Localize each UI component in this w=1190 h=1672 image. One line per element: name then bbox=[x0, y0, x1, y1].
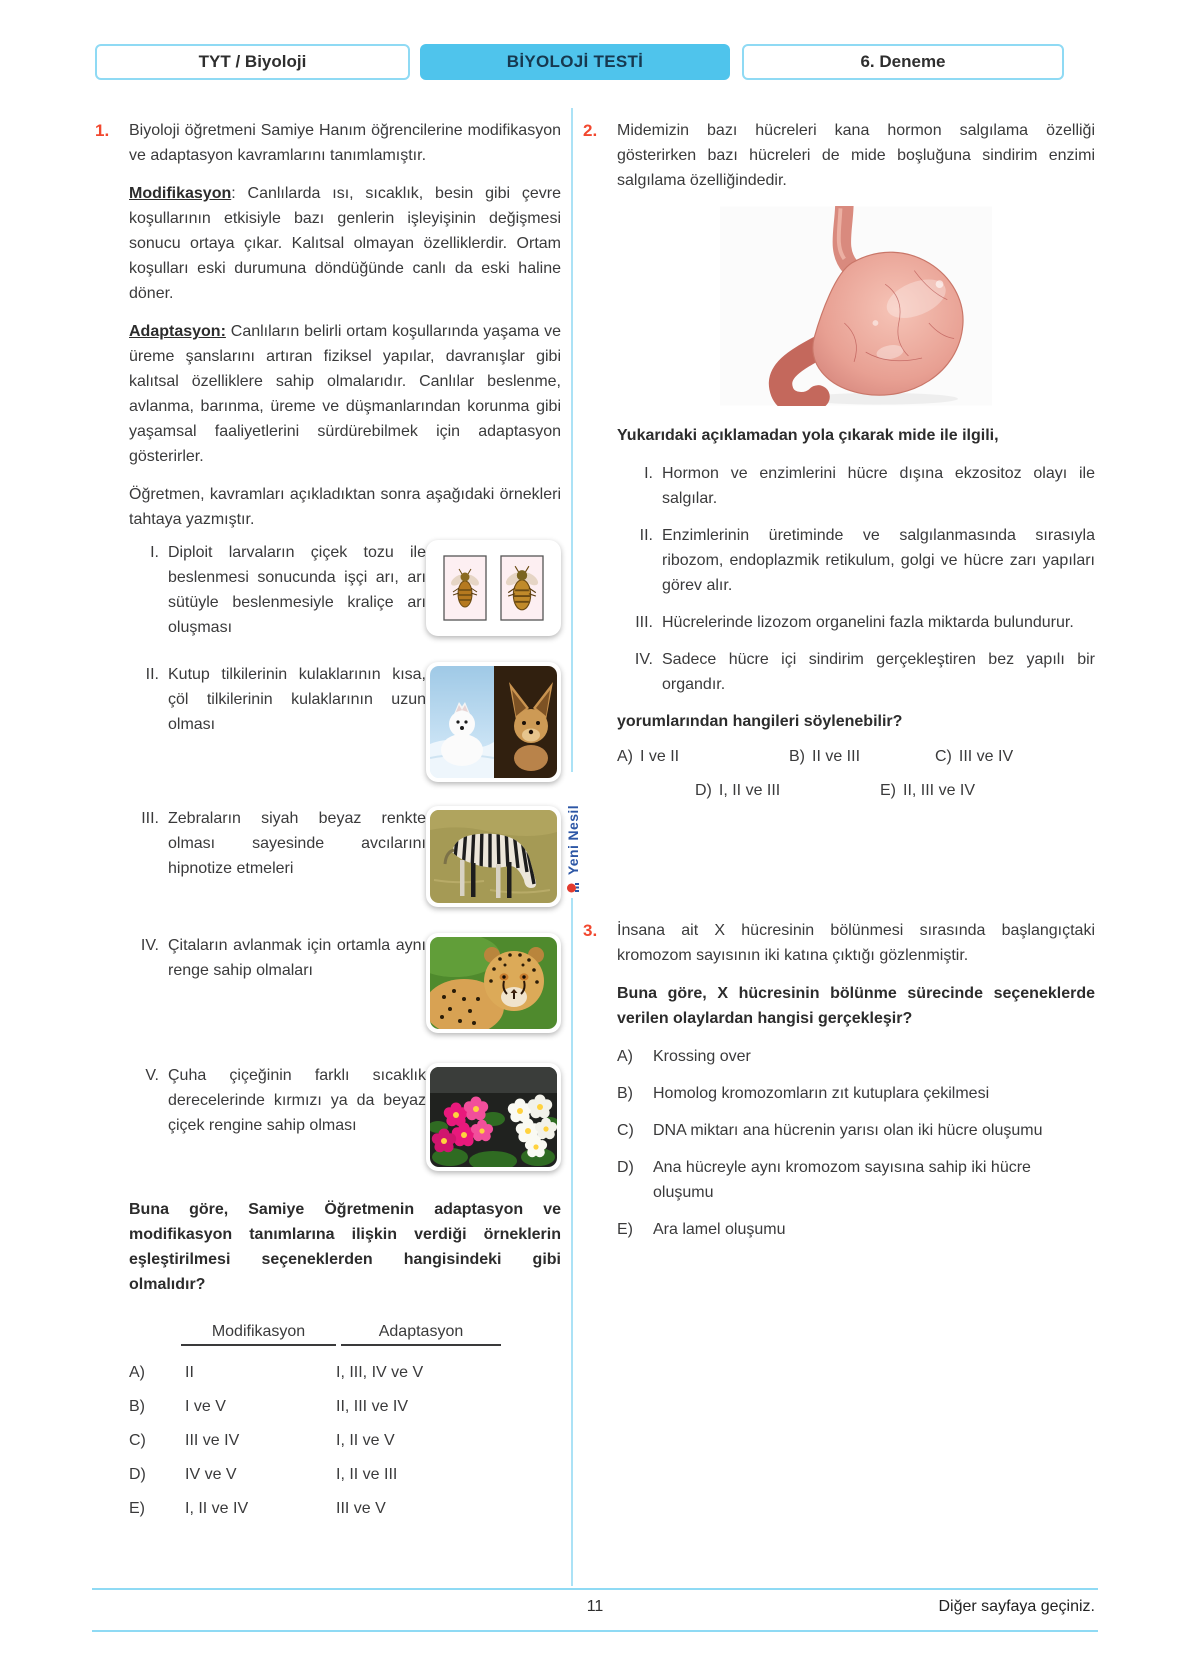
q1-option-b-key: B) bbox=[129, 1398, 145, 1415]
q1-option-b-modification: I ve V bbox=[185, 1398, 226, 1415]
question-1-number: 1. bbox=[95, 121, 110, 140]
arctic-and-desert-fox-photo bbox=[426, 662, 561, 782]
q1-item-2-text: Kutup tilkilerinin kulaklarının kısa, çöl tilkilerinin kulaklarının uzun olması bbox=[168, 666, 426, 733]
q1-option-a-adaptation: I, III, IV ve V bbox=[336, 1364, 424, 1381]
q1-option-row-c bbox=[129, 1424, 561, 1458]
footer-bottom-rule bbox=[92, 1630, 1098, 1632]
q2-statement-2-text: Enzimlerinin üretiminde ve salgılanmasında sırasıyla ribozom, endoplazmik retikulum, golgi ve hücre zarı yapıları görev alır. bbox=[662, 527, 1095, 594]
question-3-number: 3. bbox=[583, 921, 598, 940]
q1-option-a-modification: II bbox=[185, 1364, 194, 1381]
q1-option-c-modification: III ve IV bbox=[185, 1432, 240, 1449]
q2-option-d: D) I, II ve III bbox=[695, 782, 781, 799]
q1-item-5-numeral: V. bbox=[145, 1067, 159, 1084]
q1-option-row-b bbox=[129, 1390, 561, 1424]
q3-option-e-text: Ara lamel oluşumu bbox=[653, 1221, 786, 1238]
page-number: 11 bbox=[586, 1598, 604, 1615]
left-column bbox=[95, 118, 561, 1526]
stomach-3d-illustration bbox=[720, 206, 992, 411]
q1-item-4-text: Çitaların avlanmak için ortamla aynı renge sahip olmaları bbox=[168, 937, 426, 979]
q1-adaptation-text: Canlıların belirli ortam koşullarında yaşama ve üreme şanslarını artıran fiziksel yapılar, davranışlar gibi kalıtsal özelliklere sahip olmalarıdır. Canlılar beslenme, avlanma, barınma, üreme ve düşmanlarından korunma gibi yaşamsal faaliyetlerini sürdürebilmek için adaptasyon gösterirler. bbox=[129, 323, 561, 465]
q1-option-e-key: E) bbox=[129, 1500, 145, 1517]
q1-option-d-modification: IV ve V bbox=[185, 1466, 237, 1483]
q1-intro-text: Biyoloji öğretmeni Samiye Hanım öğrencilerine modifikasyon ve adaptasyon kavramlarını tanımlamıştır. bbox=[129, 122, 561, 164]
header-subject-box bbox=[95, 44, 410, 80]
q2-options-row-1 bbox=[617, 748, 1095, 766]
q1-option-d-key: D) bbox=[129, 1466, 146, 1483]
footer-top-rule bbox=[92, 1588, 1098, 1590]
q2-statement-4-numeral: IV. bbox=[634, 651, 653, 668]
q2-lead-text: Yukarıdaki açıklamadan yola çıkarak mide ile ilgili, bbox=[617, 427, 999, 444]
q2-statement-3 bbox=[617, 610, 1095, 635]
q1-option-row-e bbox=[129, 1492, 561, 1526]
q1-table-header-adaptation: Adaptasyon bbox=[341, 1323, 501, 1346]
q2-statement-2 bbox=[617, 523, 1095, 598]
zebra-photo bbox=[426, 806, 561, 907]
q1-example-item-5 bbox=[129, 1063, 561, 1171]
q1-example-item-4 bbox=[129, 933, 561, 1033]
q1-option-a-key: A) bbox=[129, 1364, 145, 1381]
column-divider-top bbox=[571, 108, 573, 772]
cheetah-photo bbox=[426, 933, 561, 1033]
q1-option-c-adaptation: I, II ve V bbox=[336, 1432, 395, 1449]
q1-modification-definition bbox=[129, 181, 561, 306]
q2-option-e: E) II, III ve IV bbox=[880, 782, 976, 799]
header-subject-label: TYT / Biyoloji bbox=[198, 52, 307, 71]
bees-illustration bbox=[426, 540, 561, 636]
q1-option-row-d bbox=[129, 1458, 561, 1492]
q3-option-c-key: C) bbox=[617, 1122, 634, 1139]
q2-statement-3-text: Hücrelerinde lizozom organelini fazla miktarda bulundurur. bbox=[662, 614, 1074, 631]
q2-statement-3-numeral: III. bbox=[635, 614, 653, 631]
q3-intro-text: İnsana ait X hücresinin bölünmesi sırasında başlangıçtaki kromozom sayısının iki katına çıktığı gözlenmiştir. bbox=[617, 922, 1095, 964]
q2-ask-text: yorumlarından hangileri söylenebilir? bbox=[617, 713, 903, 730]
q2-options-row-2 bbox=[617, 782, 1095, 800]
q1-outro-text: Öğretmen, kavramları açıkladıktan sonra aşağıdaki örnekleri tahtaya yazmıştır. bbox=[129, 486, 561, 528]
q3-option-d bbox=[617, 1155, 1095, 1205]
q3-option-d-key: D) bbox=[617, 1159, 634, 1176]
column-divider-bottom bbox=[571, 898, 573, 1586]
header-exam-number-box bbox=[742, 44, 1064, 80]
q3-option-a-text: Krossing over bbox=[653, 1048, 751, 1065]
question-1 bbox=[95, 118, 561, 1526]
q3-option-b-text: Homolog kromozomların zıt kutuplara çekilmesi bbox=[653, 1085, 990, 1102]
q1-example-item-2 bbox=[129, 662, 561, 782]
q1-item-3-numeral: III. bbox=[141, 810, 159, 827]
q1-option-row-a bbox=[129, 1356, 561, 1390]
q1-item-2-numeral: II. bbox=[145, 666, 159, 683]
q1-item-1-text: Diploit larvaların çiçek tozu ile beslenmesi sonucunda işçi arı, arı sütüyle beslenmesiyle kraliçe arı oluşması bbox=[168, 544, 426, 636]
question-2-number: 2. bbox=[583, 121, 598, 140]
q3-option-c-text: DNA miktarı ana hücrenin yarısı olan iki hücre oluşumu bbox=[653, 1122, 1043, 1139]
header-test-title-box bbox=[420, 44, 730, 80]
q2-statement-4 bbox=[617, 647, 1095, 697]
q1-option-c-key: C) bbox=[129, 1432, 146, 1449]
question-3 bbox=[583, 918, 1095, 1254]
q3-option-b-key: B) bbox=[617, 1085, 633, 1102]
q3-option-a-key: A) bbox=[617, 1048, 633, 1065]
q2-statement-2-numeral: II. bbox=[639, 527, 653, 544]
q2-statement-1-text: Hormon ve enzimlerini hücre dışına ekzositoz olayı ile salgılar. bbox=[662, 465, 1095, 507]
header-exam-number-label: 6. Deneme bbox=[860, 52, 946, 71]
q1-item-4-numeral: IV. bbox=[140, 937, 159, 954]
q3-option-e-key: E) bbox=[617, 1221, 633, 1238]
q1-stem-text: Buna göre, Samiye Öğretmenin adaptasyon ve modifikasyon tanımlarına ilişkin verdiği örneklerin eşleştirilmesi seçeneklerden hangisindeki gibi olmalıdır? bbox=[129, 1201, 561, 1293]
q1-item-3-text: Zebraların siyah beyaz renkte olması sayesinde avcılarını hipnotize etmeleri bbox=[168, 810, 426, 877]
yeni-nesil-logo-text: Yeni Nesil bbox=[565, 804, 581, 875]
q2-option-a: A) I ve II bbox=[617, 748, 680, 765]
q1-modification-text: : Canlılarda ısı, sıcaklık, besin gibi çevre koşullarının etkisiyle bazı genlerin işleyişinin değişmesi sonucu ortaya çıkar. Kalıtsal olmayan özelliklerdir. Ortam koşulları eski durumuna döndüğünde canlı da eski haline döner. bbox=[129, 185, 561, 302]
q2-intro-text: Midemizin bazı hücreleri kana hormon salgılama özelliği gösterirken bazı hücreleri de mide boşluğuna sindirim enzimi salgılama özelliğindedir. bbox=[617, 122, 1095, 189]
header-test-title-label: BİYOLOJİ TESTİ bbox=[506, 52, 644, 71]
q1-modification-term: Modifikasyon bbox=[129, 185, 232, 202]
q1-option-e-modification: I, II ve IV bbox=[185, 1500, 249, 1517]
q3-option-e bbox=[617, 1217, 1095, 1242]
yeni-nesil-logo-icon bbox=[566, 880, 580, 894]
q3-option-d-text: Ana hücreyle aynı kromozom sayısına sahip iki hücre oluşumu bbox=[653, 1159, 1031, 1201]
q1-option-e-adaptation: III ve V bbox=[336, 1500, 386, 1517]
q1-table-header-modification: Modifikasyon bbox=[181, 1323, 336, 1346]
q1-adaptation-definition bbox=[129, 319, 561, 469]
primrose-flowers-photo bbox=[426, 1063, 561, 1171]
q3-option-b bbox=[617, 1081, 1095, 1106]
q1-item-5-text: Çuha çiçeğinin farklı sıcaklık derecelerinde kırmızı ya da beyaz çiçek rengine sahip olması bbox=[168, 1067, 426, 1134]
footer-next-page-note: Diğer sayfaya geçiniz. bbox=[938, 1598, 1095, 1615]
q1-example-item-1 bbox=[129, 540, 561, 640]
q2-option-c: C) III ve IV bbox=[935, 748, 1014, 765]
q1-adaptation-term: Adaptasyon: bbox=[129, 323, 226, 340]
q1-option-b-adaptation: II, III ve IV bbox=[336, 1398, 409, 1415]
q2-option-b: B) II ve III bbox=[789, 748, 861, 765]
right-column bbox=[583, 118, 1095, 1254]
q3-option-c bbox=[617, 1118, 1095, 1143]
q1-option-d-adaptation: I, II ve III bbox=[336, 1466, 398, 1483]
q2-statement-4-text: Sadece hücre içi sindirim gerçekleştiren bez yapılı bir organdır. bbox=[662, 651, 1095, 693]
q3-option-a bbox=[617, 1044, 1095, 1069]
q2-statement-1-numeral: I. bbox=[644, 465, 653, 482]
q1-example-item-3 bbox=[129, 806, 561, 907]
question-2 bbox=[583, 118, 1095, 800]
q3-stem-text: Buna göre, X hücresinin bölünme sürecinde seçeneklerde verilen olaylardan hangisi gerçekleşir? bbox=[617, 985, 1095, 1027]
q1-answer-table bbox=[129, 1323, 561, 1526]
q1-item-1-numeral: I. bbox=[150, 544, 159, 561]
q2-statement-1 bbox=[617, 461, 1095, 511]
